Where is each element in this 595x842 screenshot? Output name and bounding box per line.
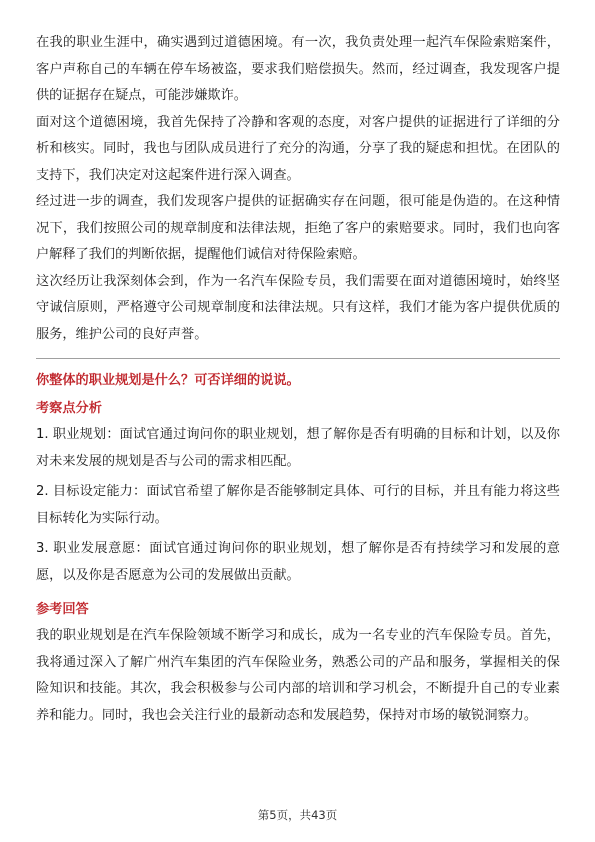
body-paragraph-3: 经过进一步的调查，我们发现客户提供的证据确实存在问题，很可能是伪造的。在这种情况下，我们按照公司的规章制度和法律法规，拒绝了客户的索赔要求。同时，我们也向客户解释了我们的判断依据，提醒他们诚信对待保险索赔。 [36, 194, 560, 262]
analysis-heading: 考察点分析 [36, 401, 102, 416]
body-paragraph-1: 在我的职业生涯中，确实遇到过道德困境。有一次，我负责处理一起汽车保险索赔案件，客户声称自己的车辆在停车场被盗，要求我们赔偿损失。然而，经过调查，我发现客户提供的证据存在疑点，可能涉嫌欺诈。 [36, 35, 560, 103]
answer-heading: 参考回答 [36, 602, 89, 617]
body-paragraph-4: 这次经历让我深刻体会到，作为一名汽车保险专员，我们需要在面对道德困境时，始终坚守诚信原则，严格遵守公司规章制度和法律法规。只有这样，我们才能为客户提供优质的服务，维护公司的良好声誉。 [36, 273, 560, 342]
page-number: 第5页，共43页 [257, 808, 338, 822]
analysis-item-3: 3. 职业发展意愿：面试官通过询问你的职业规划，想了解你是否有持续学习和发展的意愿，以及你是否愿意为公司的发展做出贡献。 [36, 541, 560, 583]
answer-paragraph-1: 我的职业规划是在汽车保险领域不断学习和成长，成为一名专业的汽车保险专员。首先，我将通过深入了解广州汽车集团的汽车保险业务，熟悉公司的产品和服务，掌握相关的保险知识和技能。其次，我会积极参与公司内部的培训和学习机会，不断提升自己的专业素养和能力。同时，我也会关注行业的最新动态和发展趋势，保持对市场的敏锐洞察力。 [36, 628, 560, 723]
interview-question: 你整体的职业规划是什么？可否详细的说说。 [36, 373, 300, 388]
section-divider [36, 358, 560, 359]
analysis-item-1: 1. 职业规划：面试官通过询问你的职业规划，想了解你是否有明确的目标和计划，以及你对未来发展的规划是否与公司的需求相匹配。 [36, 427, 560, 469]
analysis-item-2: 2. 目标设定能力：面试官希望了解你是否能够制定具体、可行的目标，并且有能力将这些目标转化为实际行动。 [36, 484, 560, 526]
body-paragraph-2: 面对这个道德困境，我首先保持了冷静和客观的态度，对客户提供的证据进行了详细的分析和核实。同时，我也与团队成员进行了充分的沟通，分享了我的疑虑和担忧。在团队的支持下，我们决定对这起案件进行深入调查。 [36, 114, 560, 183]
page-content [36, 30, 560, 729]
